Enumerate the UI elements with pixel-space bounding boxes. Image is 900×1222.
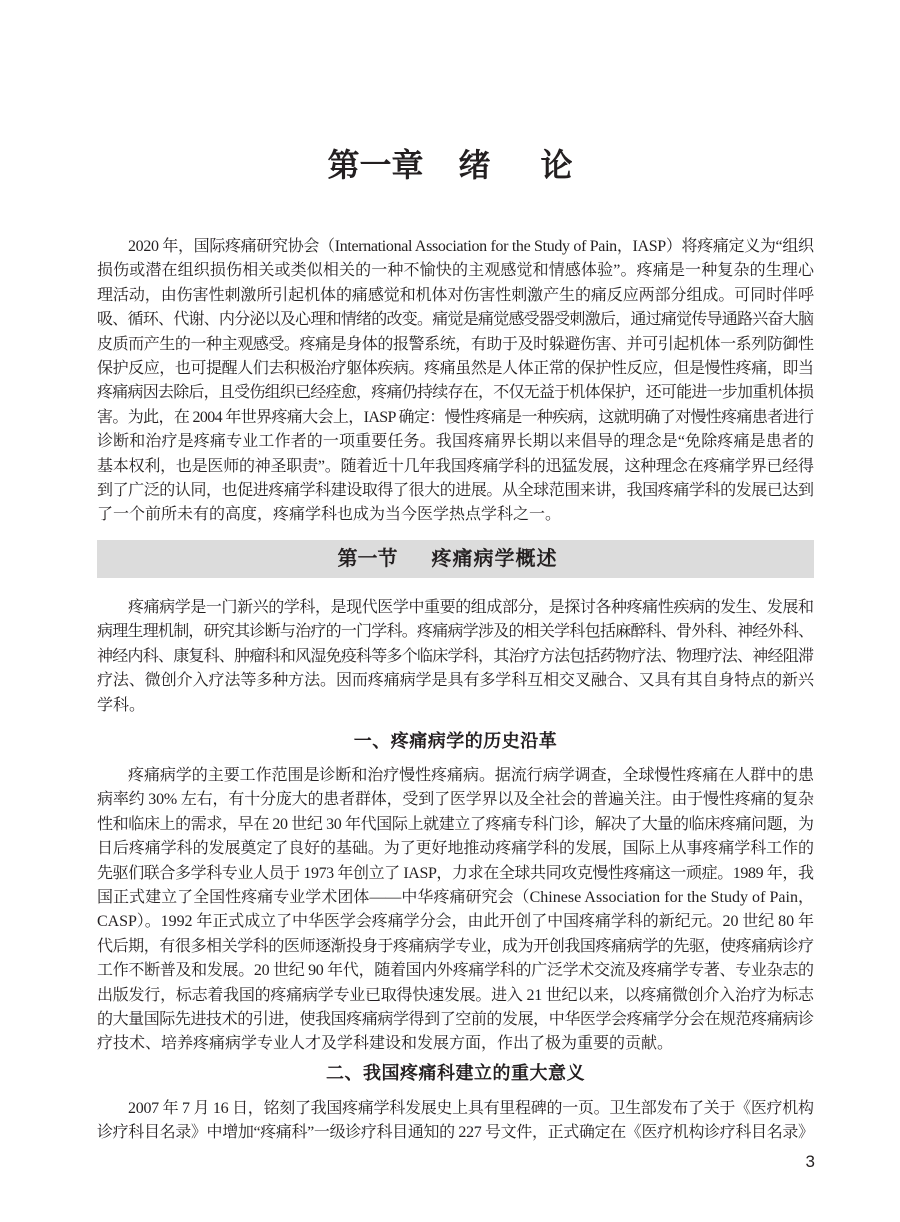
paragraph-line: 代后期，有很多相关学科的医师逐渐投身于疼痛病学专业，成为开创我国疼痛病学的先驱，使疼痛病诊疗 (97, 937, 814, 955)
paragraph-line: 出版发行，标志着我国的疼痛病学专业已取得快速发展。进入 21 世纪以来，以疼痛微创介入治疗为标志 (97, 986, 814, 1004)
chapter-title (0, 143, 900, 187)
section-paragraph (97, 596, 814, 718)
subsection-heading: 一、疼痛病学的历史沿革 (353, 731, 558, 751)
chapter-name: 绪论 (458, 147, 623, 183)
paragraph-line: 诊疗科目名录》中增加“疼痛科”一级诊疗科目通知的 227 号文件，正式确定在《医疗机构诊疗科目名录》 (97, 1124, 814, 1142)
significance-paragraph (97, 1097, 814, 1146)
paragraph-line: 疼痛病因去除后，且受伤组织已经痊愈，疼痛仍持续存在，不仅无益于机体保护，还可能进一步加重机体损 (97, 384, 814, 402)
paragraph-line: 2020 年，国际疼痛研究协会（International Association for the Study of Pain，IASP）将疼痛定义为“组织 (128, 238, 814, 255)
paragraph-line: 性和临床上的需求，早在 20 世纪 30 年代国际上就建立了疼痛专科门诊，解决了大量的临床疼痛问题，为 (97, 815, 814, 833)
paragraph-line: 国正式建立了全国性疼痛专业学术团体——中华疼痛研究会（Chinese Association for the Study of Pain， (97, 888, 815, 906)
section-title: 疼痛病学概述 (431, 548, 558, 570)
paragraph-line: 病率约 30% 左右，有十分庞大的患者群体，受到了医学界以及全社会的普遍关注。由于慢性疼痛的复杂 (97, 791, 814, 809)
subsection-heading: 二、我国疼痛科建立的重大意义 (326, 1063, 585, 1083)
paragraph-line: 保护反应，也可提醒人们去积极治疗躯体疾病。疼痛虽然是人体正常的保护性反应，但是慢性疼痛，即当 (97, 359, 814, 377)
paragraph-line: 损伤或潜在组织损伤相关或类似相关的一种不愉快的主观感觉和情感体验”。疼痛是一种复杂的生理心 (97, 262, 815, 280)
paragraph-line: 日后疼痛学科的发展奠定了良好的基础。为了更好地推动疼痛学科的发展，国际上从事疼痛学科工作的 (97, 840, 814, 858)
paragraph-line: 诊断和治疗是疼痛专业工作者的一项重要任务。我国疼痛界长期以来倡导的理念是“免除疼痛是患者的 (97, 433, 815, 451)
paragraph-line: 疗技术、培养疼痛病学专业人才及学科建设和发展方面，作出了极为重要的贡献。 (97, 1035, 674, 1053)
paragraph-line: 2007 年 7 月 16 日，铭刻了我国疼痛学科发展史上具有里程碑的一页。卫生部发布了关于《医疗机构 (128, 1100, 814, 1117)
paragraph-line: 了一个前所未有的高度，疼痛学科也成为当今医学热点学科之一。 (97, 506, 562, 524)
paragraph-line: 病理生理机制，研究其诊断与治疗的一门学科。疼痛病学涉及的相关学科包括麻醉科、骨外科、神经外科、 (97, 623, 814, 641)
section-label: 第一节 (337, 548, 398, 570)
paragraph-line: 学科。 (97, 696, 146, 714)
paragraph-line: 神经内科、康复科、肿瘤科和风湿免疫科等多个临床学科，其治疗方法包括药物疗法、物理疗法、神经阻滞 (97, 647, 814, 665)
paragraph-line: 先驱们联合多学科专业人员于 1973 年创立了 IASP，力求在全球共同攻克慢性疼痛这一顽症。1989 年，我 (97, 864, 814, 882)
intro-paragraph (97, 235, 814, 528)
history-paragraph (97, 764, 814, 1057)
paragraph-line: 皮质而产生的一种主观感受。疼痛是身体的报警系统，有助于及时躲避伤害、并可引起机体一系列防御性 (97, 335, 814, 353)
paragraph-line: 疼痛病学是一门新兴的学科，是现代医学中重要的组成部分，是探讨各种疼痛性疾病的发生、发展和 (128, 599, 814, 616)
paragraph-line: 疼痛病学的主要工作范围是诊断和治疗慢性疼痛病。据流行病学调查，全球慢性疼痛在人群中的患 (128, 767, 814, 784)
section-heading-bar (97, 540, 814, 578)
paragraph-line: 工作不断普及和发展。20 世纪 90 年代，随着国内外疼痛学科的广泛学术交流及疼痛学专著、专业杂志的 (97, 962, 814, 980)
paragraph-line: 的大量国际先进技术的引进，使我国疼痛病学得到了空前的发展，中华医学会疼痛学分会在规范疼痛病诊 (97, 1010, 814, 1028)
chapter-label: 第一章 (327, 147, 424, 183)
paragraph-line: CASP）。1992 年正式成立了中华医学会疼痛学分会，由此开创了中国疼痛学科的新纪元。20 世纪 80 年 (97, 913, 814, 931)
paragraph-line: 疗法、微创介入疗法等多种方法。因而疼痛病学是具有多学科互相交叉融合、又具有其自身特点的新兴 (97, 672, 814, 690)
paragraph-line: 吸、循环、代谢、内分泌以及心理和情绪的改变。痛觉是痛觉感受器受刺激后，通过痛觉传导通路兴奋大脑 (97, 311, 814, 329)
paragraph-line: 害。为此，在 2004 年世界疼痛大会上，IASP 确定：慢性疼痛是一种疾病，这就明确了对慢性疼痛患者进行 (97, 408, 814, 426)
page-number: 3 (805, 1152, 815, 1171)
paragraph-line: 到了广泛的认同，也促进疼痛学科建设取得了很大的进展。从全球范围来讲，我国疼痛学科的发展已达到 (97, 481, 814, 499)
paragraph-line: 基本权利，也是医师的神圣职责”。随着近十几年我国疼痛学科的迅猛发展，这种理念在疼痛学界已经得 (97, 457, 814, 475)
paragraph-line: 理活动，由伤害性刺激所引起机体的痛感觉和机体对伤害性刺激产生的痛反应两部分组成。可同时伴呼 (97, 286, 814, 304)
